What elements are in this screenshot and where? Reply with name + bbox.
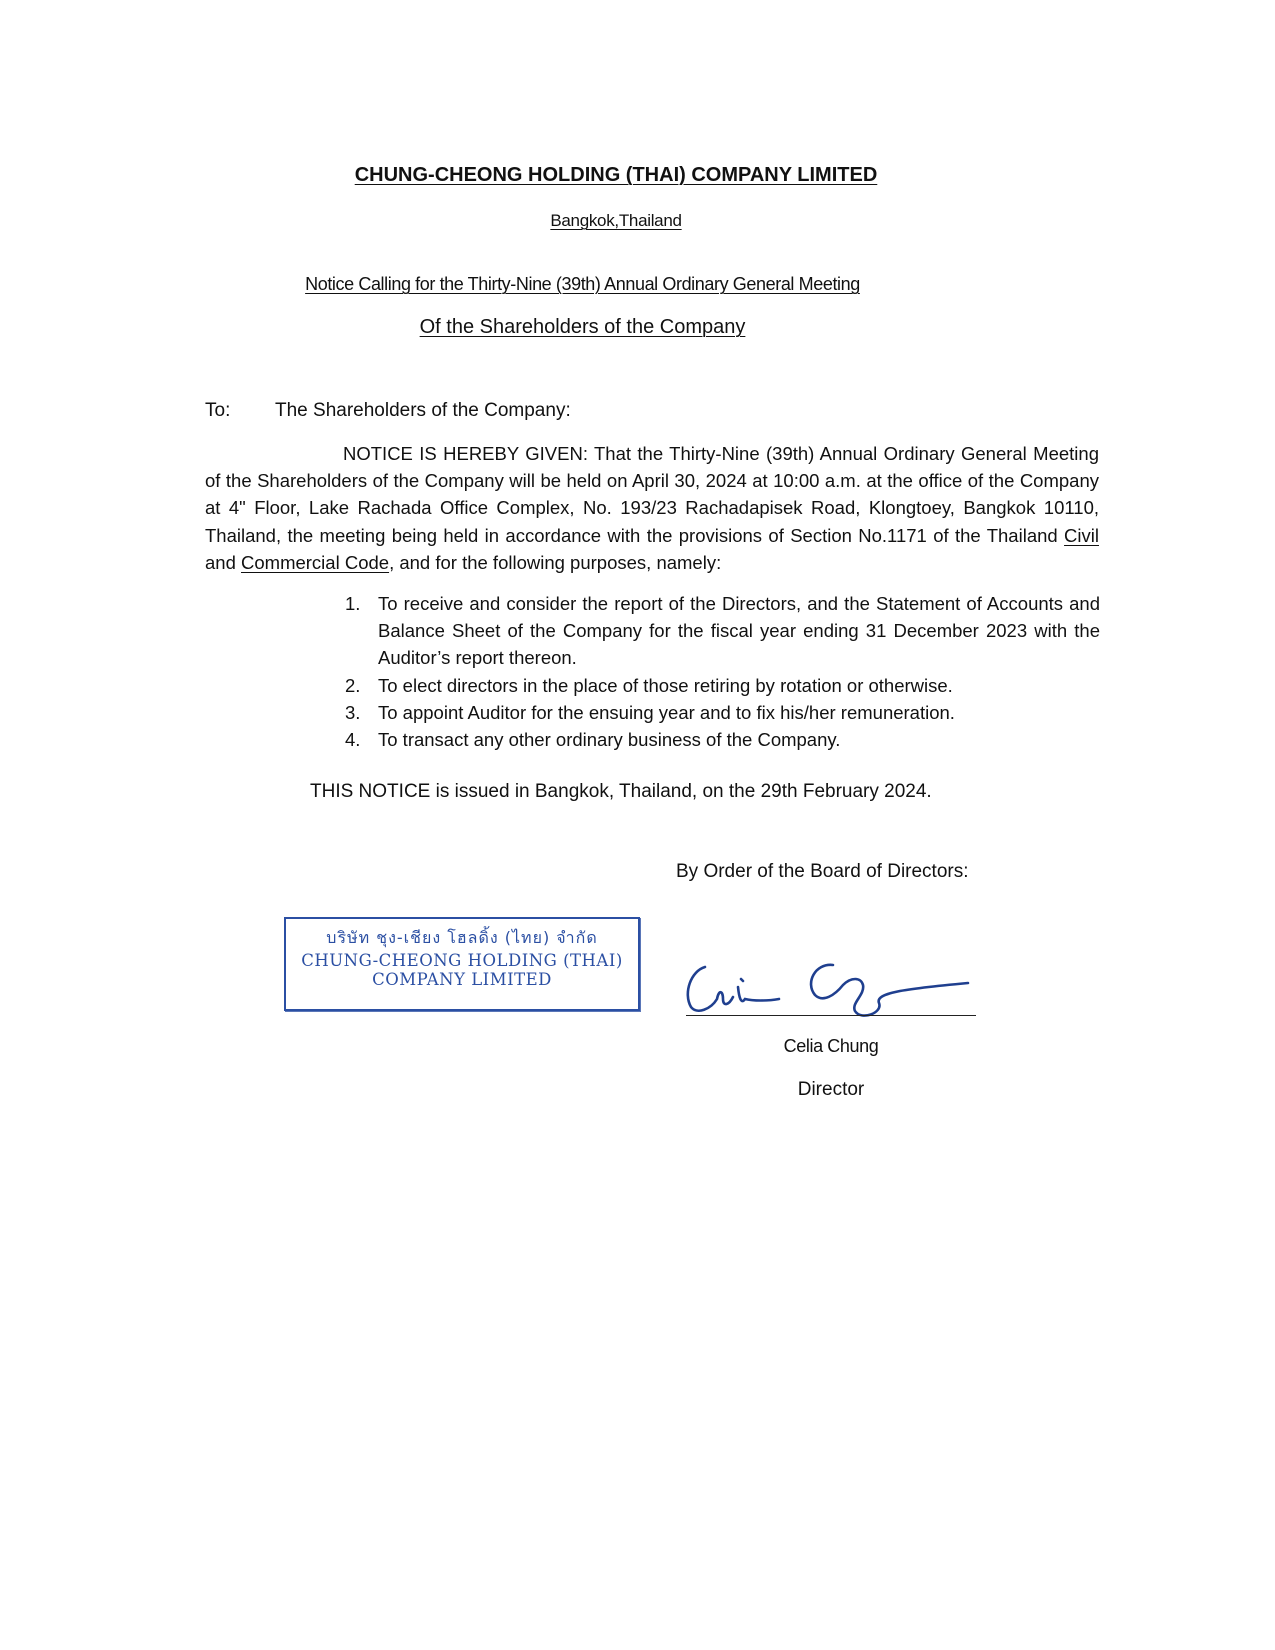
list-item-text: To transact any other ordinary business of the Company. xyxy=(378,729,841,751)
body-text-2: and xyxy=(205,551,242,573)
civil-link[interactable]: Civil xyxy=(1064,524,1099,546)
body-text-3: , and for the following purposes, namely: xyxy=(389,551,722,573)
stamp-line-thai: บริษัท ชุง-เชียง โฮลดิ้ง (ไทย) จำกัด xyxy=(326,928,598,947)
notice-body-paragraph xyxy=(205,440,1099,576)
notice-subtitle: Of the Shareholders of the Company xyxy=(419,316,746,338)
list-item-number: 3. xyxy=(345,701,361,723)
notice-title: Notice Calling for the Thirty-Nine (39th) Annual Ordinary General Meeting xyxy=(305,274,860,294)
list-item xyxy=(330,672,1100,699)
closing-line: By Order of the Board of Directors: xyxy=(676,861,969,882)
addressee-line xyxy=(205,400,571,422)
signer-name: Celia Chung xyxy=(783,1036,879,1056)
signature-line xyxy=(686,1015,976,1016)
list-item-number: 2. xyxy=(345,674,361,696)
list-item-number: 1. xyxy=(345,593,361,614)
issued-statement: THIS NOTICE is issued in Bangkok, Thailand, on the 29th February 2024. xyxy=(310,781,932,802)
stamp-line-english-2: COMPANY LIMITED xyxy=(372,970,552,989)
list-item-text: To receive and consider the report of the Directors, and the Statement of Accounts and Balance Sheet of the Company for the fiscal year ending 31 December 2023 with the Auditor’s report thereon. xyxy=(378,593,1100,669)
company-stamp xyxy=(284,917,640,1011)
addressee-label: To: xyxy=(205,400,231,421)
list-item-text: To elect directors in the place of those retiring by rotation or otherwise. xyxy=(378,674,953,696)
stamp-line-english-1: CHUNG-CHEONG HOLDING (THAI) xyxy=(301,951,623,970)
commercial-code-link[interactable]: Commercial Code xyxy=(241,551,390,573)
company-title: CHUNG-CHEONG HOLDING (THAI) COMPANY LIMITED xyxy=(354,164,878,186)
list-item xyxy=(330,590,1100,672)
company-location: Bangkok,Thailand xyxy=(550,211,682,230)
body-text-1: NOTICE IS HEREBY GIVEN: That the Thirty-Nine (39th) Annual Ordinary General Meeting of the Shareholders of the Company will be held on April 30, 2024 at 10:00 a.m. at the office of the Company at 4" Floor, Lake Rachada Office Complex, No. 193/23 Rachadapisek Road, Klongtoey, Bangkok 10110, Thailand, the meeting being held in accordance with the provisions of Section No.1171 of the Thailand xyxy=(205,443,1099,546)
purposes-list xyxy=(330,590,1100,753)
list-item xyxy=(330,699,1100,726)
addressee-value: The Shareholders of the Company: xyxy=(275,400,571,421)
signer-title: Director xyxy=(797,1079,865,1100)
list-item xyxy=(330,726,1100,753)
list-item-text: To appoint Auditor for the ensuing year and to fix his/her remuneration. xyxy=(378,701,955,723)
list-item-number: 4. xyxy=(345,729,361,751)
